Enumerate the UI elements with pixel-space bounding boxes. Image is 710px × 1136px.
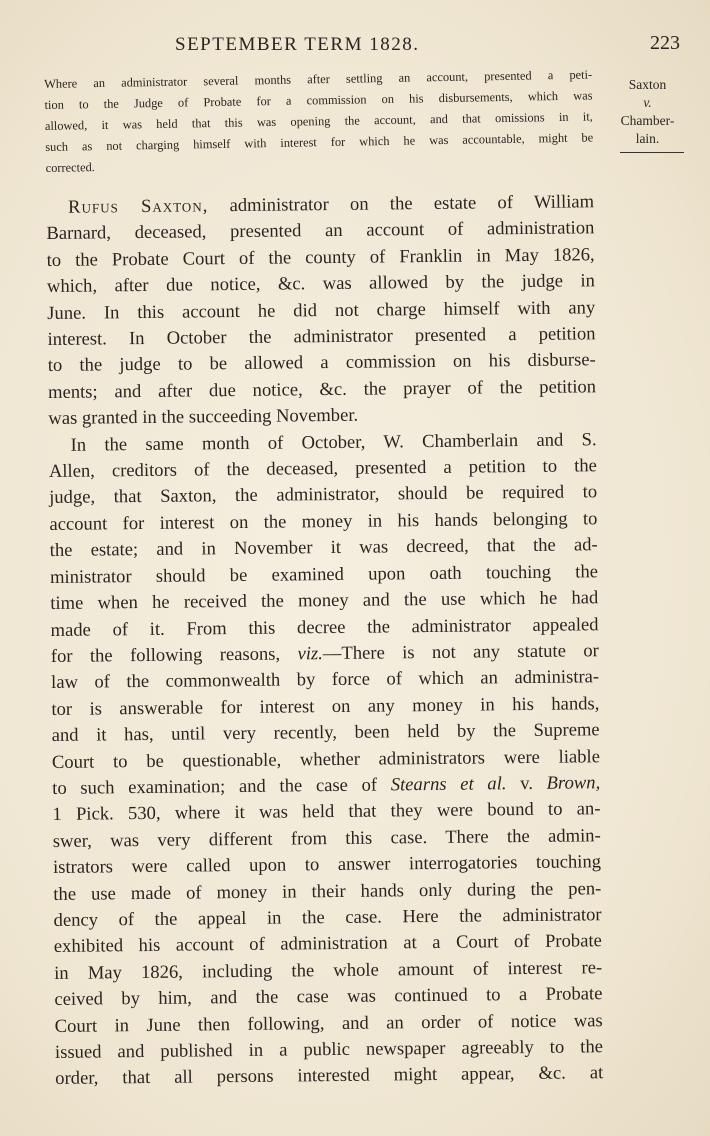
body-line: to the judge to be allowed a commission on his disburse- [47, 349, 596, 377]
body-line-text: v. [506, 772, 547, 795]
body-line: judge, that Saxton, the administrator, should be required to [49, 481, 598, 509]
margin-party-1: Saxton [628, 77, 667, 92]
body-line: ments; and after due notice, &c. the prayer of the petition [47, 376, 597, 403]
headnote-line: such as not charging himself with interest for which he was accountable, might be [45, 130, 594, 154]
body-line: was granted in the succeeding November. [48, 404, 359, 430]
body-line: interest. In October the administrator presented a petition [47, 323, 596, 351]
body-line: account for interest on the money in his hands belonging to [49, 508, 598, 535]
body-line: the use made of money in their hands only during the pen- [53, 877, 602, 905]
body-line: law of the commonwealth by force of which an administra- [50, 666, 600, 694]
body-line: the estate; and in November it was decreed, that the ad- [49, 534, 598, 562]
body-line: in May 1826, including the whole amount of interest re- [54, 957, 603, 984]
body-line: In the same month of October, W. Chamberlain and S. [70, 428, 597, 456]
body-line-text: administrator on the estate of William [208, 191, 595, 217]
body-line: Barnard, deceased, presented an account of administration [46, 217, 595, 245]
body-line: order, that all persons interested might appear, &c. at [55, 1062, 604, 1090]
body-line-text: —There is not any statute or [322, 640, 599, 665]
body-line: dency of the appeal in the case. Here the administrator [53, 904, 602, 931]
body-line: time when he received the money and the use which he had [50, 587, 599, 615]
margin-party-2b: lain. [635, 131, 660, 146]
body-line: Court to be questionable, whether administrators were liable [51, 745, 601, 773]
page-number: 223 [650, 32, 680, 54]
margin-rule [620, 152, 684, 153]
headnote-line: Where an administrator several months after settling an account, presented a peti- [44, 67, 593, 91]
viz-italic: viz. [297, 643, 323, 665]
body-text [46, 189, 603, 1093]
body-line: exhibited his account of administration at a Court of Probate [53, 930, 602, 958]
case-name-italic-2: Brown, [546, 772, 601, 794]
paragraph-1 [46, 189, 596, 432]
body-line: made of it. From this decree the administrator appealed [50, 613, 599, 641]
body-line: ceived by him, and the case was continued to a Probate [54, 983, 603, 1011]
body-line: Court in June then following, and an order of notice was [54, 1009, 603, 1037]
case-name-italic: Stearns et al. [390, 773, 507, 796]
margin-versus: v. [643, 95, 652, 110]
body-line: 1 Pick. 530, where it was held that they were bound to an- [52, 798, 601, 826]
body-line: Allen, creditors of the deceased, presented a petition to the [48, 455, 597, 483]
headnote-line: tion to the Judge of Probate for a commission on his disbursements, which was [44, 88, 593, 112]
body-line-text: to such examination; and the case of [52, 774, 391, 799]
body-line: istrators were called upon to answer interrogatories touching [52, 851, 602, 879]
running-title: SEPTEMBER TERM 1828. [175, 34, 420, 55]
body-line: tor is answerable for interest on any money in his hands, [51, 692, 600, 720]
body-line: issued and published in a public newspaper agreeably to the [54, 1036, 604, 1063]
margin-case-caption [605, 76, 690, 148]
body-line: ministrator should be examined upon oath touching the [49, 560, 599, 588]
body-line-text: for the following reasons, [50, 643, 298, 667]
margin-party-2a: Chamber- [620, 113, 675, 128]
headnote [44, 64, 594, 179]
body-line: June. In this account he did not charge himself with any [47, 296, 596, 324]
party-name: Rufus Saxton, [68, 195, 209, 218]
paragraph-2 [48, 427, 603, 1093]
headnote-line: allowed, it was held that this was opening the account, and that omissions in it, [44, 109, 593, 133]
body-line: which, after due notice, &c. was allowed by the judge in [46, 270, 596, 298]
running-head [0, 30, 710, 60]
body-line: swer, was very different from this case. There the admin- [52, 824, 601, 852]
body-line: to the Probate Court of the county of Franklin in May 1826, [46, 244, 595, 271]
body-line: and it has, until very recently, been held by the Supreme [51, 719, 600, 747]
headnote-line: corrected. [45, 160, 95, 175]
